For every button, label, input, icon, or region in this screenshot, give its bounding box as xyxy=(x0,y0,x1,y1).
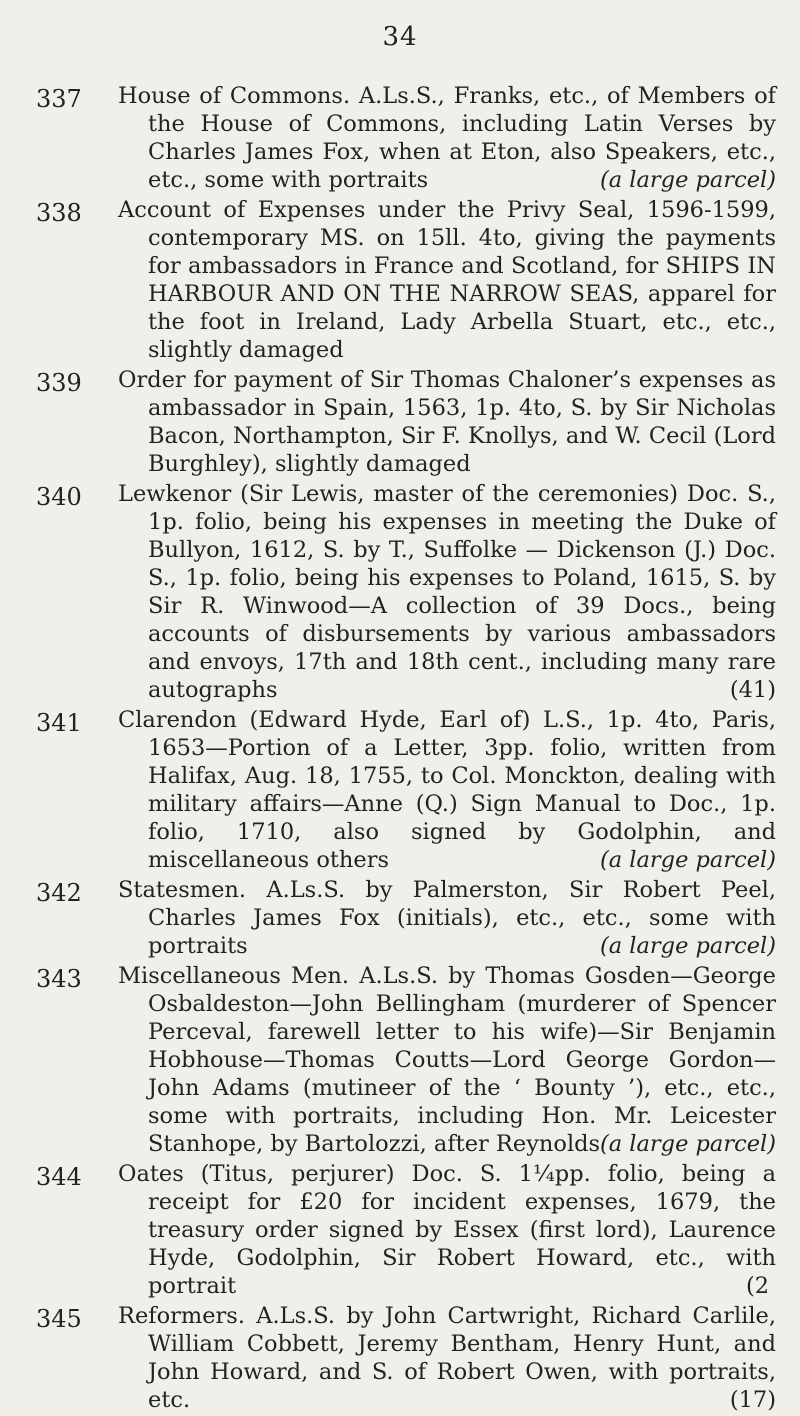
lot-text: Reformers. A.Ls.S. by John Cartwright, Richard Carlile, William Cobbett, Jeremy Bentham, Henry Hunt, and John Howard, and S. of Robert Owen, with portraits, etc. xyxy=(118,1303,776,1413)
lot-entry xyxy=(36,366,776,478)
lot-number: 343 xyxy=(36,965,82,993)
lot-text: House of Commons. A.Ls.S., Franks, etc., of Members of the House of Commons, including Latin Verses by Charles James Fox, when at Eton, also Speakers, etc., etc., some with portraits xyxy=(118,83,776,193)
lot-quantity: (41) xyxy=(729,677,776,703)
lot-text: Lewkenor (Sir Lewis, master of the ceremonies) Doc. S., 1p. folio, being his expenses in meeting the Duke of Bullyon, 1612, S. by T., Suffolke — Dickenson (J.) Doc. S., 1p. folio, being his expenses to Poland, 1615, S. by Sir R. Winwood—A collection of 39 Docs., being accounts of disbursements by various ambassadors and envoys, 17th and 18th cent., including many rare autographs xyxy=(118,481,776,703)
lot-number: 345 xyxy=(36,1305,82,1333)
lot-text: Miscellaneous Men. A.Ls.S. by Thomas Gosden—George Osbaldeston—John Bellingham (murderer of Spencer Perceval, farewell letter to his wife)—Sir Benjamin Hobhouse—Thomas Coutts—Lord George Gordon—John Adams (mutineer of the ‘ Bounty ’), etc., etc., some with portraits, including Hon. Mr. Leicester Stanhope, by Bartolozzi, after Reynolds xyxy=(118,963,776,1157)
lot-description xyxy=(118,366,776,478)
page-number: 34 xyxy=(382,22,418,52)
lot-entry xyxy=(36,82,776,194)
lot-number: 339 xyxy=(36,369,82,397)
lot-description: Oates (Titus, perjurer) Doc. S. 1¼pp. folio, being a receipt for £20 for incident expenses, 1679, the treasury order signed by Essex (first lord), Laurence Hyde, Godolphin, Sir Robert Howard, etc., with portrait (2 xyxy=(118,1161,776,1299)
lot-description xyxy=(118,876,776,960)
lot-number: 342 xyxy=(36,879,82,907)
lot-quantity: (a large parcel) xyxy=(599,1131,776,1157)
lot-entry xyxy=(36,480,776,704)
lot-entry xyxy=(36,196,776,364)
lot-description xyxy=(118,962,776,1158)
lot-text: Order for payment of Sir Thomas Chaloner’s expenses as ambassador in Spain, 1563, 1p. 4to, S. by Sir Nicholas Bacon, Northampton, Sir F. Knollys, and W. Cecil (Lord Burghley), slightly damaged xyxy=(118,367,776,477)
lot-number: 341 xyxy=(36,709,82,737)
lot-entry xyxy=(36,1302,776,1414)
lot-quantity: (a large parcel) xyxy=(599,847,776,873)
lot-description xyxy=(118,196,776,364)
lot-quantity: (a large parcel) xyxy=(599,167,776,193)
lot-number: 337 xyxy=(36,85,82,113)
lot-text: Oates (Titus, perjurer) Doc. S. 1¼pp. folio, being a receipt for £20 for incident expenses, 1679, the treasury order signed by Essex (first lord), Laurence Hyde, Godolphin, Sir Robert Howard, etc., with portrait xyxy=(118,1161,776,1299)
lot-text: Account of Expenses under the Privy Seal, 1596-1599, contemporary MS. on 15ll. 4to, giving the payments for ambassadors in France and Scotland, for SHIPS IN HARBOUR AND ON THE NARROW SEAS, apparel for the foot in Ireland, Lady Arbella Stuart, etc., etc., slightly damaged xyxy=(118,197,776,363)
lot-number: 338 xyxy=(36,199,82,227)
lot-description xyxy=(118,706,776,874)
lot-number: 340 xyxy=(36,483,82,511)
lot-quantity: (17) xyxy=(729,1387,776,1413)
lot-number: 344 xyxy=(36,1163,82,1191)
lot-entry xyxy=(36,1160,776,1300)
lot-list xyxy=(36,82,776,1416)
lot-entry xyxy=(36,876,776,960)
lot-description xyxy=(118,1302,776,1414)
lot-text: Statesmen. A.Ls.S. by Palmerston, Sir Robert Peel, Charles James Fox (initials), etc., etc., some with portraits xyxy=(118,877,776,959)
lot-entry xyxy=(36,706,776,874)
lot-text: Clarendon (Edward Hyde, Earl of) L.S., 1p. 4to, Paris, 1653—Portion of a Letter, 3pp. folio, written from Halifax, Aug. 18, 1755, to Col. Monckton, dealing with military affairs—Anne (Q.) Sign Manual to Doc., 1p. folio, 1710, also signed by Godolphin, and miscellaneous others xyxy=(118,707,776,873)
lot-description xyxy=(118,82,776,194)
lot-quantity: (a large parcel) xyxy=(599,933,776,959)
lot-entry xyxy=(36,962,776,1158)
lot-description xyxy=(118,480,776,704)
